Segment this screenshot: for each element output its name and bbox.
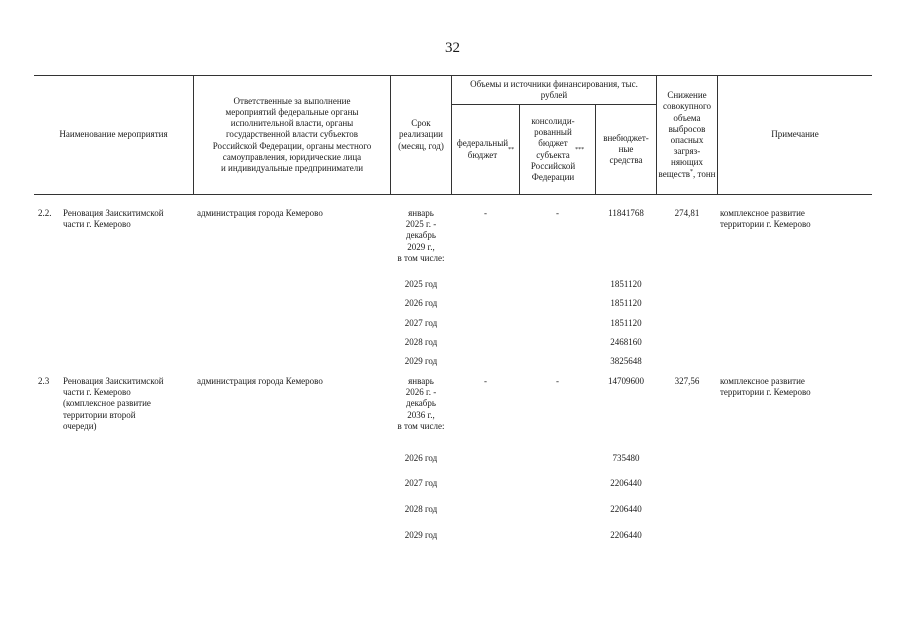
- row-number: 2.2.: [38, 208, 52, 218]
- year-value: 2206440: [610, 530, 642, 540]
- row-extrabudget: 14709600: [608, 376, 644, 386]
- row-federal: -: [484, 376, 487, 386]
- header-reduction-unit: , тонн: [693, 168, 716, 179]
- row-reduction: 274,81: [674, 208, 700, 218]
- header-consolidated-text: консолиди- рованный бюджет субъекта Российской Федерации: [530, 115, 576, 182]
- footnote-mark: *: [690, 168, 694, 175]
- header-reduction: [657, 76, 717, 194]
- page-number: 32: [445, 40, 460, 56]
- year-label: 2027 год: [404, 318, 438, 328]
- year-label: 2026 год: [404, 298, 438, 308]
- year-label: 2029 год: [404, 530, 438, 540]
- year-label: 2027 год: [404, 478, 438, 488]
- row-consolidated: -: [556, 376, 559, 386]
- year-label: 2028 год: [404, 337, 438, 347]
- year-label: 2028 год: [404, 504, 438, 514]
- year-value: 735480: [612, 453, 640, 463]
- header-reduction-text: [659, 90, 716, 180]
- row-responsible: администрация города Кемерово: [197, 376, 323, 386]
- year-value: 1851120: [610, 298, 642, 308]
- header-consolidated: консолиди- рованный бюджет субъекта Российской Федерации ***: [530, 115, 585, 182]
- row-name: Реновация Заискитимской части г. Кемерово: [63, 208, 164, 230]
- row-responsible: администрация города Кемерово: [197, 208, 323, 218]
- header-financing: Объемы и источники финансирования, тыс. рублей: [470, 78, 638, 100]
- row-name: Реновация Заискитимской части г. Кемерово (комплексное развитие территории второй очереди): [63, 376, 164, 431]
- header-name: Наименование мероприятия: [59, 129, 168, 140]
- year-label: 2026 год: [404, 453, 438, 463]
- header-note: Примечание: [771, 129, 819, 140]
- row-consolidated: -: [556, 208, 559, 218]
- year-label: 2025 год: [404, 279, 438, 289]
- header-extrabudget: внебюджет- ные средства: [603, 132, 649, 166]
- row-number: 2.3: [38, 376, 50, 386]
- year-value: 1851120: [610, 279, 642, 289]
- year-value: 3825648: [610, 356, 642, 366]
- row-reduction: 327,56: [674, 376, 700, 386]
- year-label: 2029 год: [404, 356, 438, 366]
- row-period: январь 2025 г. - декабрь 2029 г., в том числе:: [397, 208, 445, 263]
- year-value: 2468160: [610, 337, 642, 347]
- row-note: комплексное развитие территории г. Кемерово: [720, 376, 811, 398]
- year-value: 2206440: [610, 478, 642, 488]
- header-federal: федеральный бюджет **: [456, 138, 515, 160]
- header-reduction-label: Снижение совокупного объема выбросов опасных загряз- няющих веществ: [658, 90, 711, 179]
- header-responsible: Ответственные за выполнение мероприятий федеральные органы исполнительной власти, органы государственной власти субъектов Российской Федерации, органы местного самоуправления, юридические лица и индивидуальные предприниматели: [212, 95, 372, 173]
- year-value: 1851120: [610, 318, 642, 328]
- row-note: комплексное развитие территории г. Кемерово: [720, 208, 811, 230]
- year-value: 2206440: [610, 504, 642, 514]
- header-federal-text: федеральный бюджет: [456, 138, 509, 160]
- row-period: январь 2026 г. - декабрь 2036 г., в том числе:: [397, 376, 445, 431]
- row-extrabudget: 11841768: [608, 208, 644, 218]
- row-federal: -: [484, 208, 487, 218]
- header-period: Срок реализации (месяц, год): [398, 118, 444, 151]
- header-bottom-border: [34, 194, 872, 195]
